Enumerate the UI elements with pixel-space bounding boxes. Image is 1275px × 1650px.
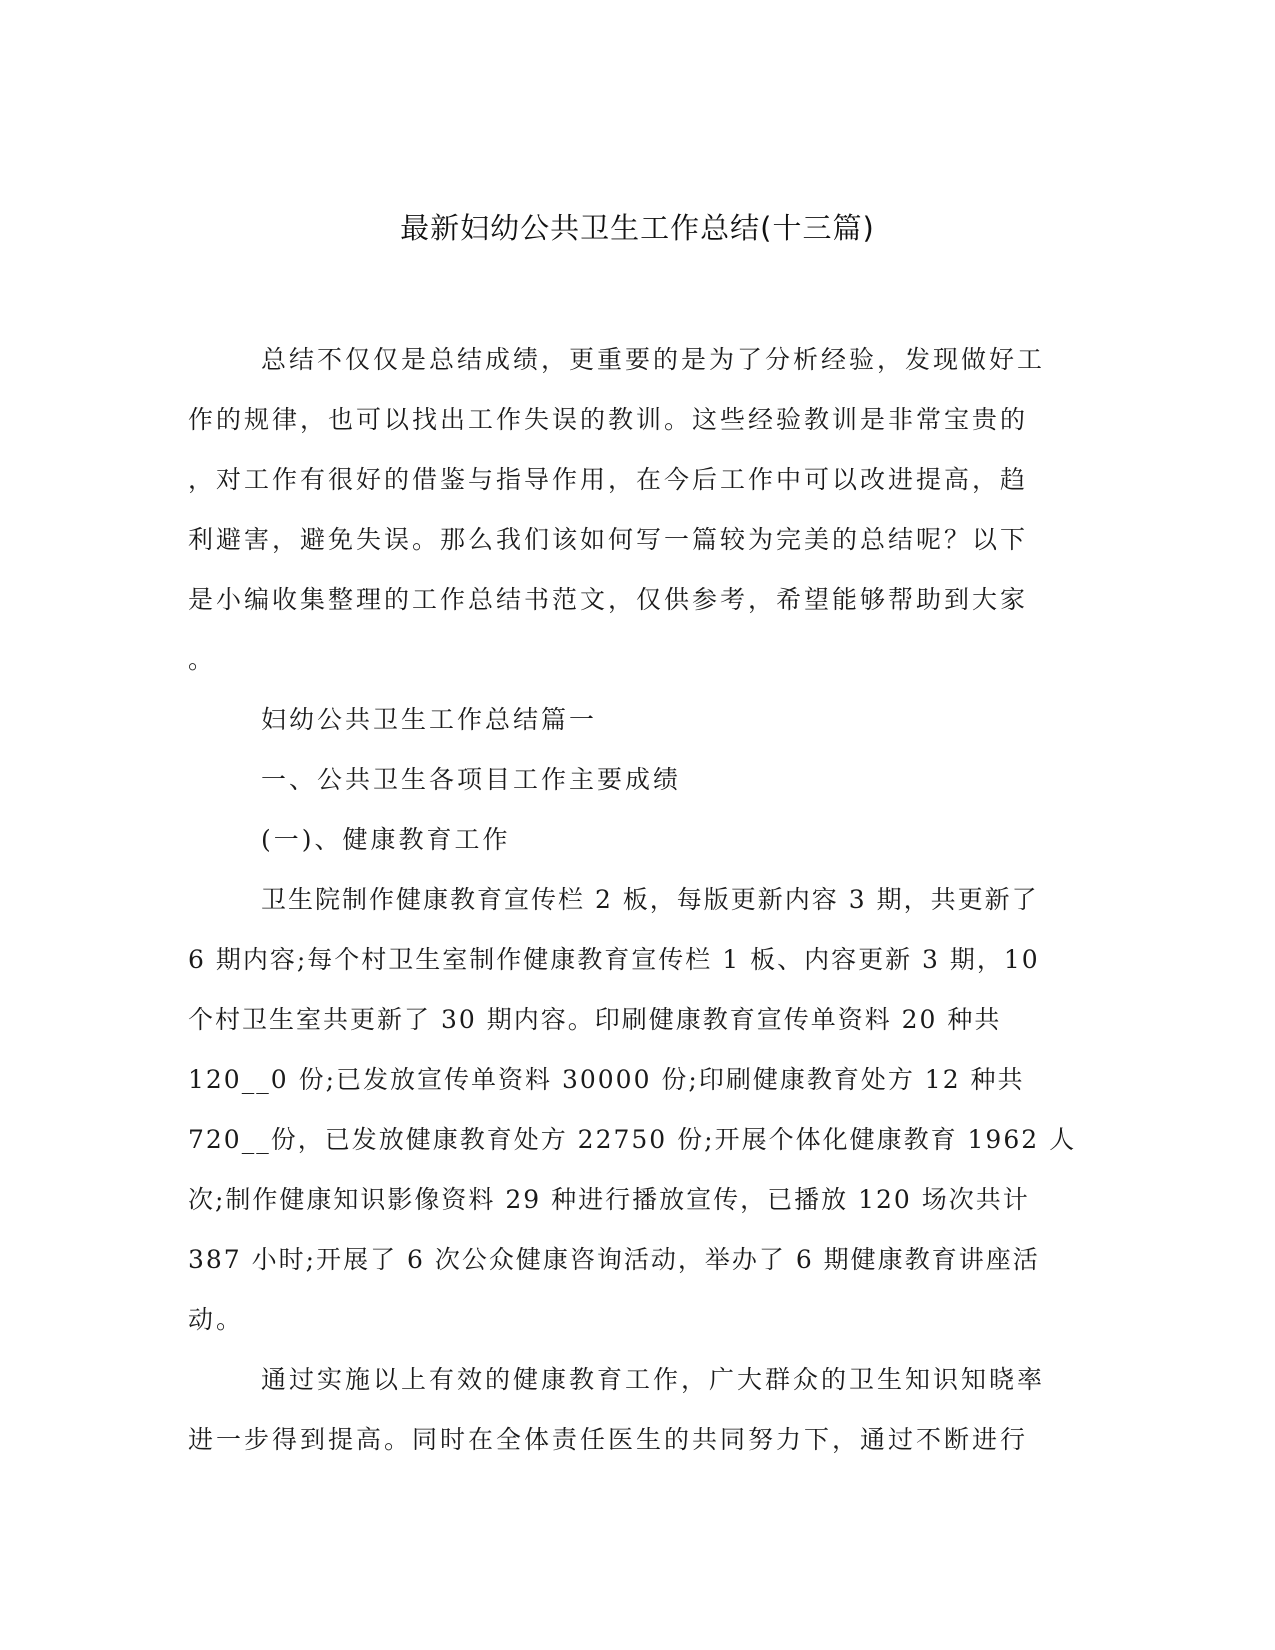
body-line: 通过实施以上有效的健康教育工作，广大群众的卫生知识知晓率 (261, 1365, 1046, 1394)
body-line: 卫生院制作健康教育宣传栏 2 板，每版更新内容 3 期，共更新了 (261, 885, 1039, 914)
document-title: 最新妇幼公共卫生工作总结(十三篇) (400, 211, 875, 245)
body-line: 387 小时;开展了 6 次公众健康咨询活动，举办了 6 期健康教育讲座活 (188, 1245, 1040, 1274)
document-body (188, 330, 1077, 1470)
body-line: 是小编收集整理的工作总结书范文，仅供参考，希望能够帮助到大家 (188, 585, 1029, 614)
body-line: 利避害，避免失误。那么我们该如何写一篇较为完美的总结呢？以下 (188, 525, 1029, 554)
body-line: 作的规律，也可以找出工作失误的教训。这些经验教训是非常宝贵的 (188, 405, 1029, 434)
body-line: 720__份，已发放健康教育处方 22750 份;开展个体化健康教育 1962 人 (188, 1125, 1077, 1154)
body-line: 总结不仅仅是总结成绩，更重要的是为了分析经验，发现做好工 (261, 345, 1046, 374)
body-line: ，对工作有很好的借鉴与指导作用，在今后工作中可以改进提高，趋 (188, 465, 1029, 494)
subsection-heading: 一、公共卫生各项目工作主要成绩 (261, 765, 682, 794)
body-line: 进一步得到提高。同时在全体责任医生的共同努力下，通过不断进行 (188, 1425, 1029, 1454)
body-line: 动。 (188, 1305, 245, 1334)
body-line: 120__0 份;已发放宣传单资料 30000 份;印刷健康教育处方 12 种共 (188, 1065, 1025, 1094)
body-line: 。 (188, 645, 217, 674)
body-line: 6 期内容;每个村卫生室制作健康教育宣传栏 1 板、内容更新 3 期，10 (188, 945, 1040, 974)
body-line: 个村卫生室共更新了 30 期内容。印刷健康教育宣传单资料 20 种共 (188, 1005, 1002, 1034)
section-heading: 妇幼公共卫生工作总结篇一 (261, 705, 598, 734)
body-line: 次;制作健康知识影像资料 29 种进行播放宣传，已播放 120 场次共计 (188, 1185, 1030, 1214)
subsection-heading: (一)、健康教育工作 (261, 825, 511, 854)
